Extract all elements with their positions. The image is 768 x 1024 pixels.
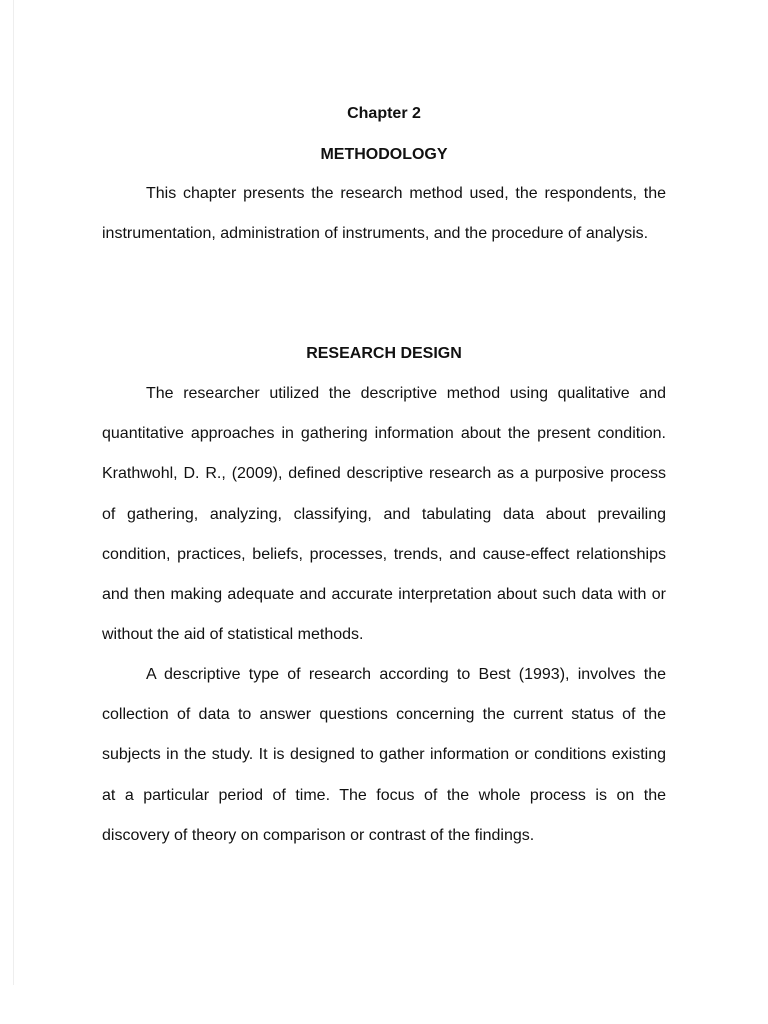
intro-paragraph: This chapter presents the research method used, the respondents, the instrumentation, administration of instruments, and the procedure of analysis. <box>102 185 666 243</box>
research-design-paragraph-1: The researcher utilized the descriptive method using qualitative and quantitative approaches in gathering information about the present condition. Krathwohl, D. R., (2009), defined descriptive research as a purposive process of gathering, analyzing, classifying, and tabulating data about prevailing condition, practices, beliefs, processes, trends, and cause-effect relationships and then making adequate and accurate interpretation about such data with or without the aid of statistical methods. <box>102 385 666 644</box>
research-design-paragraph-2: A descriptive type of research according to Best (1993), involves the collection of data to answer questions concerning the current status of the subjects in the study. It is designed to gather information or conditions existing at a particular period of time. The focus of the whole process is on the discovery of theory on comparison or contrast of the findings. <box>102 666 666 844</box>
page-edge <box>13 0 14 985</box>
chapter-title: METHODOLOGY <box>320 146 448 163</box>
chapter-number: Chapter 2 <box>347 105 421 122</box>
section-heading-research-design: RESEARCH DESIGN <box>306 345 462 362</box>
